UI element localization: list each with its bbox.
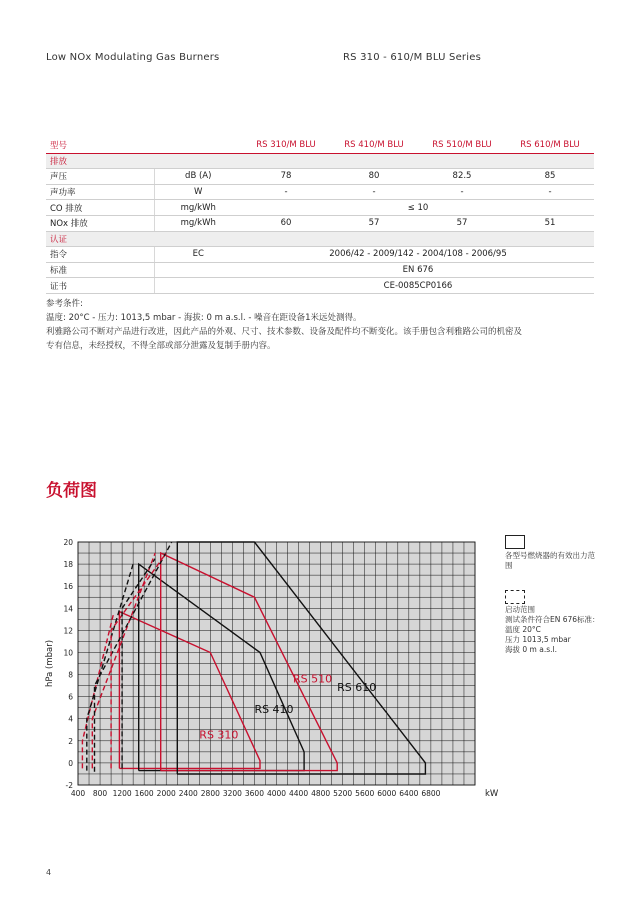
x-tick-label: 5200 [333,789,353,798]
x-tick-label: 3200 [222,789,242,798]
certification-section-row [46,231,594,247]
cell-value: ≤ 10 [242,200,594,216]
legend-dashed-line: 温度 20°C [505,625,541,634]
table-row [46,278,594,294]
legend-dashed-line: 压力 1013,5 mbar [505,635,571,644]
x-tick-label: 6000 [377,789,397,798]
y-tick-label: 8 [68,670,73,680]
table-row [46,215,594,231]
table-row [46,184,594,200]
legend-dashed-line: 海拔 0 m a.s.l. [505,645,557,654]
x-tick-label: 400 [70,789,86,798]
y-tick-label: 12 [63,626,73,636]
x-axis-unit: kW [485,789,499,799]
cell-value: 78 [242,169,330,185]
row-label: 标准 [46,262,154,278]
legend-dashed-line: 测试条件符合EN 676标准： [505,615,600,624]
cell-value: EN 676 [242,262,594,278]
certification-section-label: 认证 [46,231,594,247]
row-label: 声压 [46,169,154,185]
x-tick-label: 800 [92,789,108,798]
y-tick-label: 20 [63,538,73,547]
table-header-row [46,138,594,153]
row-unit: dB (A) [154,169,242,185]
cell-value: 60 [242,215,330,231]
chart-title: 负荷图 [46,481,97,501]
row-label: NOx 排放 [46,215,154,231]
cell-value: 51 [506,215,594,231]
cell-value: 80 [330,169,418,185]
row-unit: EC [154,247,242,263]
table-row [46,200,594,216]
model-series-title: RS 310 - 610/M BLU Series [343,52,481,63]
y-axis-label: hPa (mbar) [45,639,55,688]
disclaimer-line: 专有信息，未经授权，不得全部或部分泄露及复制手册内容。 [46,341,276,351]
y-tick-label: 6 [68,692,73,702]
x-tick-label: 6800 [421,789,441,798]
legend-dashed-text [505,605,605,655]
model-name: RS 310/M BLU [242,138,330,153]
cell-value: - [330,184,418,200]
cell-value: 85 [506,169,594,185]
cell-value: - [242,184,330,200]
row-label: 证书 [46,278,154,294]
x-tick-label: 1600 [134,789,154,798]
cell-value: - [418,184,506,200]
row-unit: W [154,184,242,200]
series-label: RS 310 [199,728,239,742]
x-tick-label: 4400 [289,789,309,798]
document-series-title: Low NOx Modulating Gas Burners [46,52,220,63]
series-label: RS 410 [254,703,294,717]
x-tick-label: 2400 [178,789,198,798]
firing-rate-chart [0,530,505,810]
reference-conditions-text: 温度: 20°C - 压力: 1013,5 mbar - 海拔: 0 m a.s.l. - 噪音在距设备1米远处测得。 [46,313,362,323]
series-label: RS 610 [337,681,377,695]
row-label: 指令 [46,247,154,263]
notes-block [46,297,606,353]
model-name: RS 510/M BLU [418,138,506,153]
legend-dashed-swatch [505,590,525,604]
x-tick-label: 4800 [311,789,331,798]
x-tick-label: 1200 [112,789,132,798]
y-tick-label: 2 [68,736,73,746]
model-label: 型号 [46,138,154,153]
row-label: CO 排放 [46,200,154,216]
cell-value: - [506,184,594,200]
cell-value: 82.5 [418,169,506,185]
emission-section-label: 排放 [46,153,594,169]
y-tick-label: 14 [63,604,73,614]
page-number: 4 [46,868,52,877]
y-tick-label: -2 [65,781,73,790]
series-label: RS 510 [293,672,333,686]
y-tick-label: 16 [63,582,73,592]
row-unit: mg/kWh [154,215,242,231]
emission-section-row [46,153,594,169]
cell-value: 57 [330,215,418,231]
cell-value: CE-0085CP0166 [242,278,594,294]
legend-dashed-line: 启动范围 [505,605,535,614]
cell-value: 57 [418,215,506,231]
specifications-table [46,138,594,294]
reference-conditions-title: 参考条件: [46,299,83,309]
y-tick-label: 18 [63,560,73,570]
legend-solid-text: 各型号燃烧器的有效出力范围 [505,551,595,570]
model-name: RS 410/M BLU [330,138,418,153]
x-tick-label: 3600 [244,789,264,798]
y-tick-label: 4 [68,714,73,724]
row-label: 声功率 [46,184,154,200]
y-tick-label: 0 [68,758,73,768]
x-tick-label: 4000 [266,789,287,798]
cell-value: 2006/42 - 2009/142 - 2004/108 - 2006/95 [242,247,594,263]
x-tick-label: 2800 [200,789,220,798]
table-row [46,247,594,263]
x-tick-label: 2000 [156,789,176,798]
y-tick-label: 10 [63,648,73,658]
disclaimer-line: 利雅路公司不断对产品进行改进，因此产品的外观、尺寸、技术参数、设备及配件均不断变化。该手册包含利雅路公司的机密及 [46,327,523,337]
x-tick-label: 6400 [399,789,419,798]
row-unit: mg/kWh [154,200,242,216]
legend-solid-swatch [505,535,525,549]
model-name: RS 610/M BLU [506,138,594,153]
x-tick-label: 5600 [355,789,375,798]
table-row [46,169,594,185]
table-row [46,262,594,278]
